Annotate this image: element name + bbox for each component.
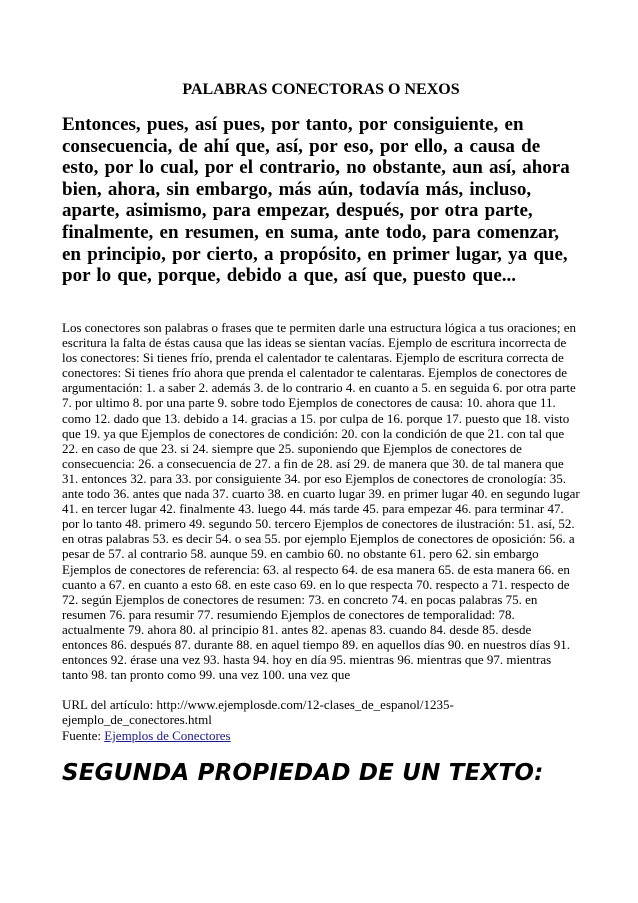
source-credit	[62, 728, 580, 743]
source-url-line-1: URL del artículo: http://www.ejemplosde.com/12-clases_de_espanol/1235-	[62, 697, 454, 712]
source-link[interactable]: Ejemplos de Conectores	[104, 727, 231, 743]
document-title: PALABRAS CONECTORAS O NEXOS	[182, 81, 460, 98]
section-heading: SEGUNDA PROPIEDAD DE UN TEXTO:	[62, 760, 544, 786]
connectors-list: Entonces, pues, así pues, por tanto, por consiguiente, en consecuencia, de ahí que, así, por eso, por ello, a causa de esto, por lo cual, por el contrario, no obstante, aun así, ahora bien, ahora, sin embargo, más aún, todavía más, incluso, aparte, asimismo, para empezar, después, por otra parte, finalmente, en resumen, en suma, ante todo, para comenzar, en principio, por cierto, a propósito, en primer lugar, ya que, por lo que, porque, debido a que, así que, puesto que...	[62, 114, 570, 287]
source-prefix: Fuente:	[62, 727, 105, 743]
body-paragraph: Los conectores son palabras o frases que te permiten darle una estructura lógica a tus oraciones; en escritura la falta de éstas causa que las ideas se sientan vacías. Ejemplo de escritura incorrecta de los conectores: Si tienes frío, prenda el calentador te calentaras. Ejemplo de escritura correcta de conectores: Si tienes frío ahora que prenda el calentador te calentaras. Ejemplos de conectores de argumentación: 1. a saber 2. además 3. de lo contrario 4. en cuanto a 5. en seguida 6. por otra parte 7. por ultimo 8. por una parte 9. sobre todo Ejemplos de conectores de causa: 10. ahora que 11. como 12. dado que 13. debido a 14. gracias a 15. por culpa de 16. porque 17. puesto que 18. visto que 19. ya que Ejemplos de conectores de condición: 20. con la condición de que 21. con tal que 22. en caso de que 23. si 24. siempre que 25. suponiendo que Ejemplos de conectores de consecuencia: 26. a consecuencia de 27. a fin de 28. así 29. de manera que 30. de tal manera que 31. entonces 32. para 33. por consiguiente 34. por eso Ejemplos de conectores de cronología: 35. ante todo 36. antes que nada 37. cuarto 38. en cuarto lugar 39. en primer lugar 40. en segundo lugar 41. en tercer lugar 42. finalmente 43. luego 44. más tarde 45. para empezar 46. para terminar 47. por lo tanto 48. primero 49. segundo 50. tercero Ejemplos de conectores de ilustración: 51. así, 52. en otras palabras 53. es decir 54. o sea 55. por ejemplo Ejemplos de conectores de oposición: 56. a pesar de 57. al contrario 58. aunque 59. en cambio 60. no obstante 61. pero 62. sin embargo Ejemplos de conectores de referencia: 63. al respecto 64. de esa manera 65. de esta manera 66. en cuanto a 67. en cuanto a esto 68. en este caso 69. en lo que respecta 70. respecto a 71. respecto de 72. según Ejemplos de conectores de resumen: 73. en concreto 74. en pocas palabras 75. en resumen 76. para resumir 77. resumiendo Ejemplos de conectores de temporalidad: 78. actualmente 79. ahora 80. al principio 81. antes 82. apenas 83. cuando 84. desde 85. desde entonces 86. después 87. durante 88. en aquel tiempo 89. en aquellos días 90. en nuestros días 91. entonces 92. érase una vez 93. hasta 94. hoy en día 95. mientras 96. mientras que 97. mientras tanto 98. tan pronto como 99. una vez 100. una vez que	[62, 320, 580, 683]
source-url-line-2: ejemplo_de_conectores.html	[62, 712, 212, 728]
source-block	[62, 697, 580, 743]
